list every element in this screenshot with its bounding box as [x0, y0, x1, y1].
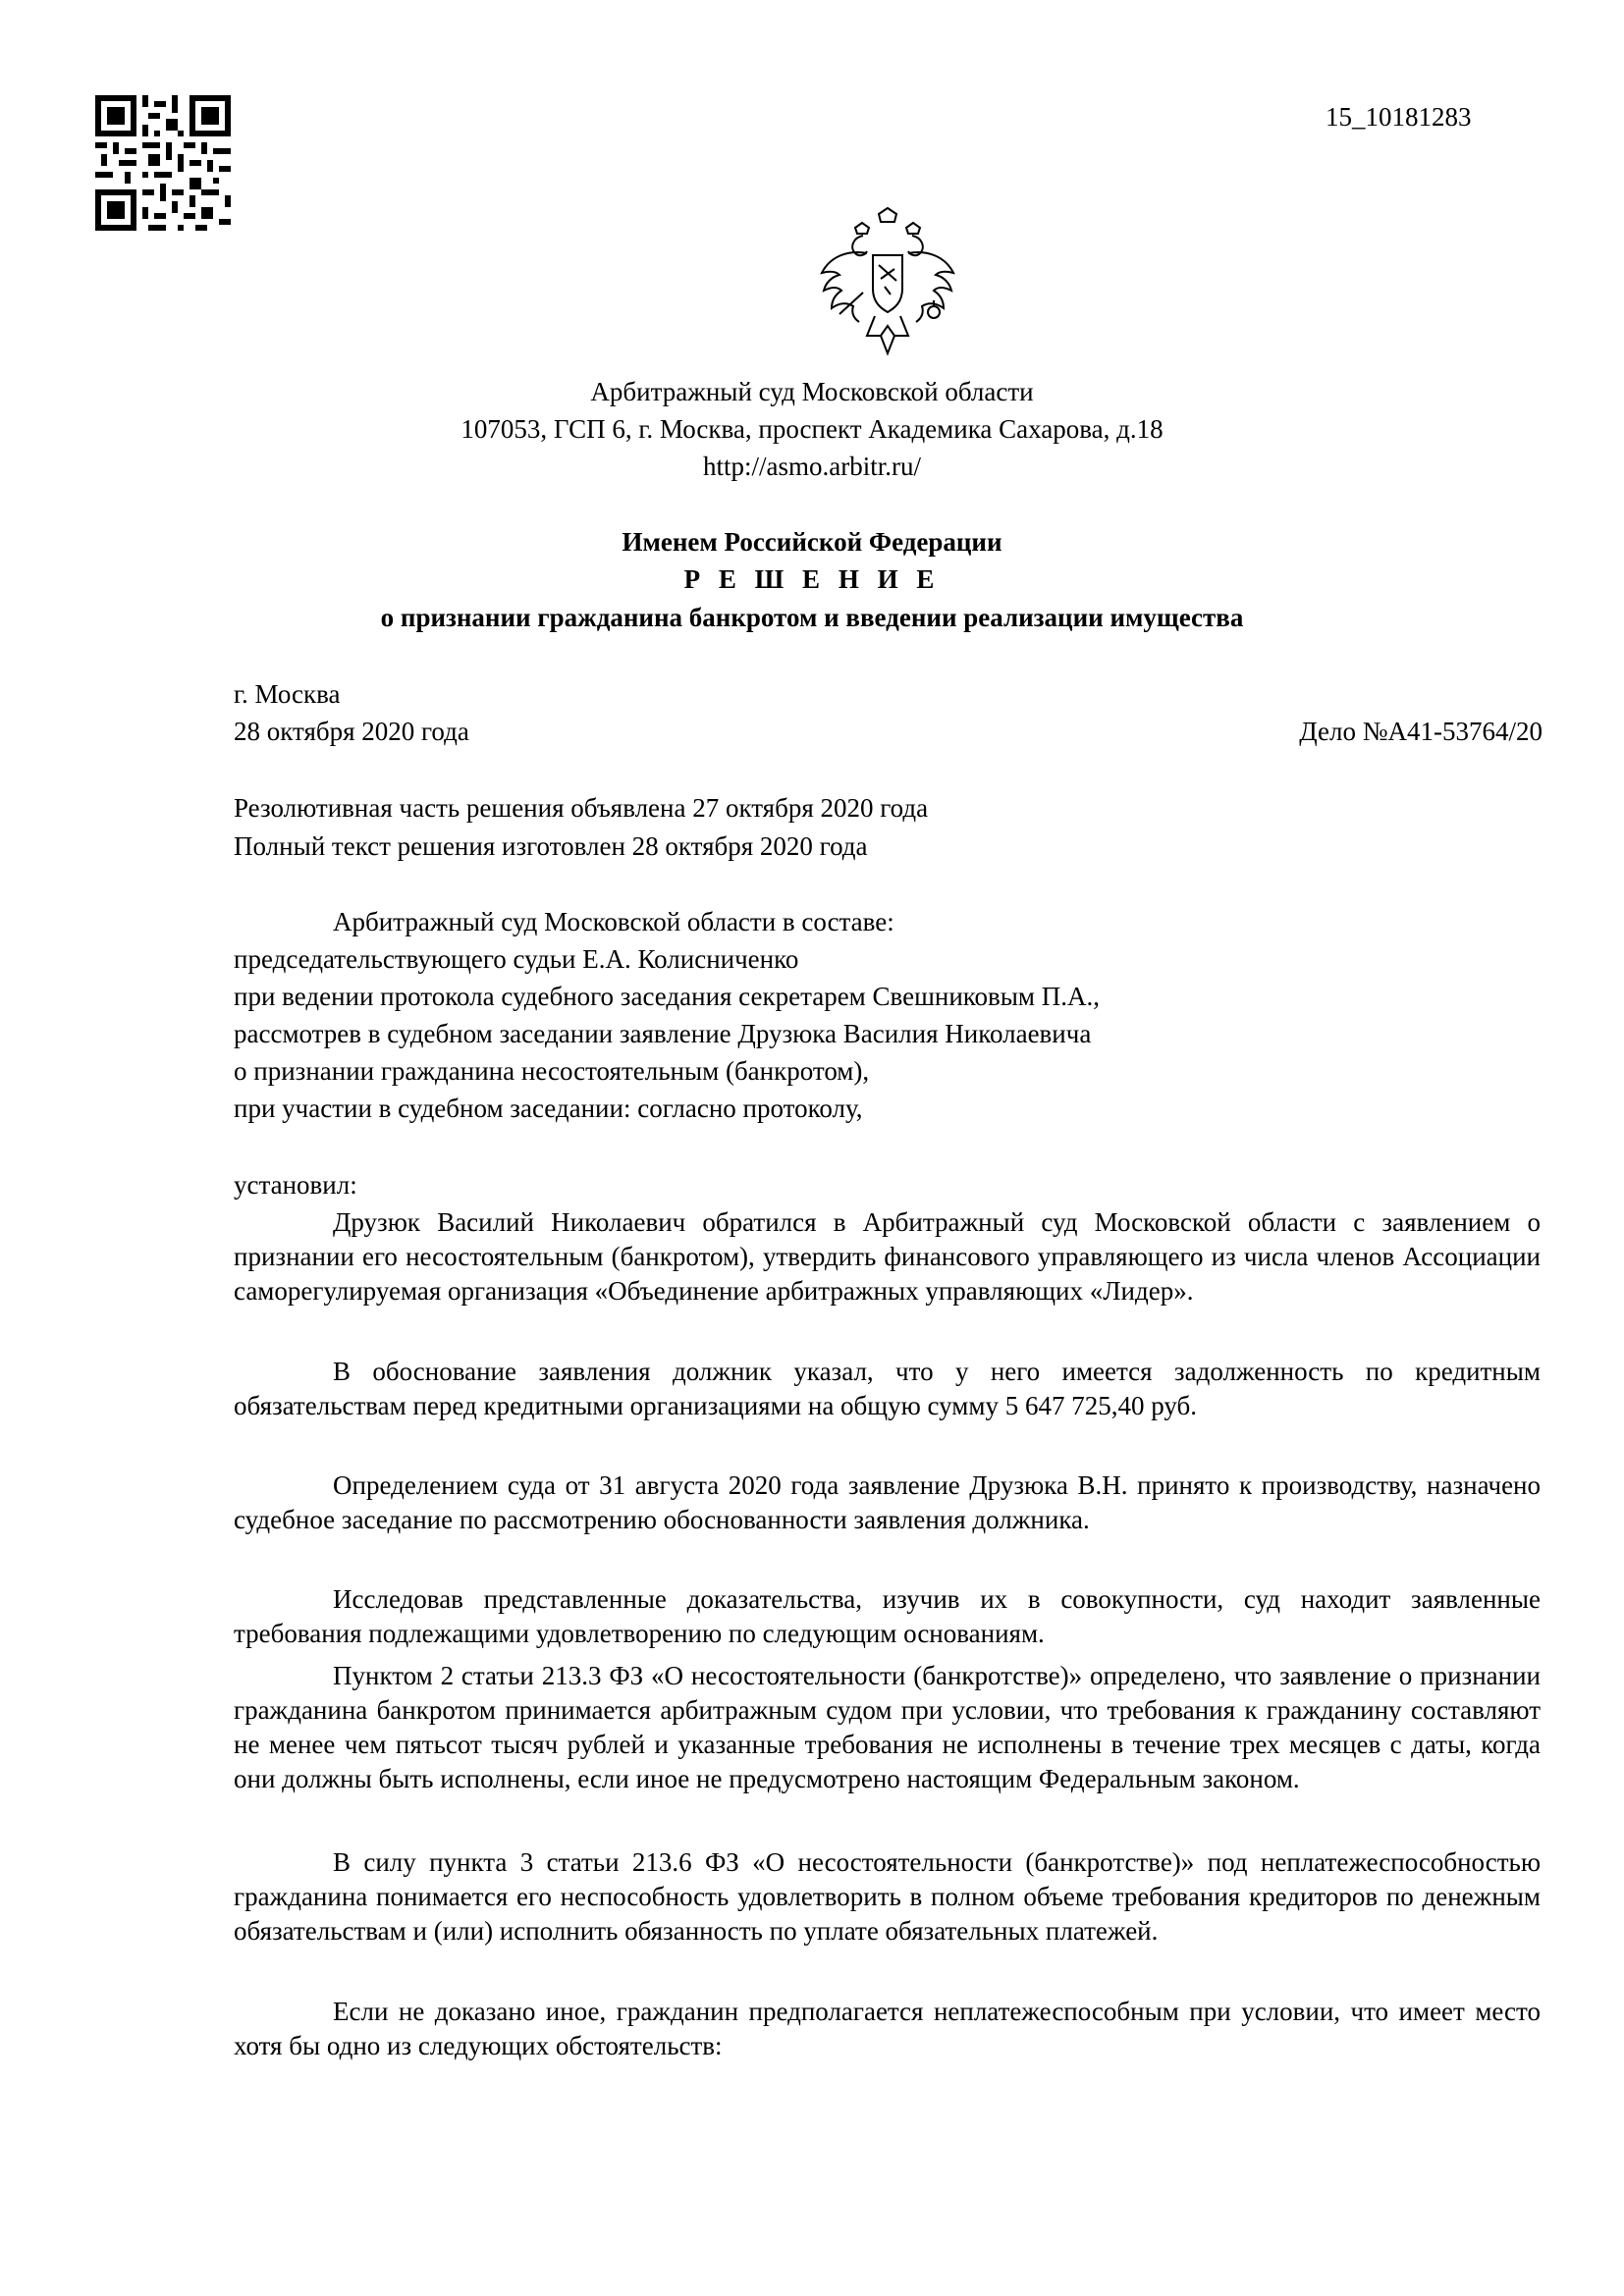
court-address: 107053, ГСП 6, г. Москва, проспект Академика Сахарова, д.18: [460, 414, 1164, 444]
composition-line-3: при ведении протокола судебного заседания секретарем Свешниковым П.А.,: [234, 982, 1101, 1011]
heading-decision: Р Е Ш Е Н И Е: [683, 564, 941, 594]
heading-subject: о признании гражданина банкротом и введении реализации имущества: [380, 603, 1244, 632]
resolution-announced: Резолютивная часть решения объявлена 27 октября 2020 года: [234, 793, 929, 823]
composition-line-1: Арбитражный суд Московской области в составе:: [333, 907, 894, 936]
court-website: http://asmo.arbitr.ru/: [703, 452, 921, 481]
paragraph-2: В обоснование заявления должник указал, что у него имеется задолженность по кредитным обязательствам перед кредитными организациями на общую сумму 5 647 725,40 руб.: [234, 1357, 1541, 1420]
paragraph-1: Друзюк Василий Николаевич обратился в Арбитражный суд Московской области с заявлением о признании его несостоятельным (банкротом), утвердить финансового управляющего из числа членов Ассоциации саморегулируемая организация «Объединение арбитражных управляющих «Лидер».: [234, 1207, 1541, 1306]
paragraph-4: Исследовав представленные доказательства, изучив их в совокупности, суд находит заявленные требования подлежащими удовлетворению по следующим основаниям.: [234, 1584, 1541, 1648]
composition-line-5: о признании гражданина несостоятельным (банкротом),: [234, 1056, 870, 1086]
full-text-prepared: Полный текст решения изготовлен 28 октября 2020 года: [234, 831, 868, 861]
composition-line-6: при участии в судебном заседании: согласно протоколу,: [234, 1094, 863, 1123]
case-number: Дело №А41-53764/20: [1299, 717, 1543, 746]
coat-of-arms-icon: [818, 206, 957, 358]
composition-line-2: председательствующего судьи Е.А. Колисниченко: [234, 944, 799, 974]
qr-code-icon: [95, 95, 231, 231]
paragraph-7: Если не доказано иное, гражданин предполагается неплатежеспособным при условии, что имеет место хотя бы одно из следующих обстоятельств:: [234, 1997, 1541, 2060]
place: г. Москва: [234, 679, 341, 709]
court-name: Арбитражный суд Московской области: [590, 377, 1034, 406]
paragraph-3: Определением суда от 31 августа 2020 года заявление Друзюка В.Н. принято к производству, назначено судебное заседание по рассмотрению обоснованности заявления должника.: [234, 1470, 1541, 1534]
established-label: установил:: [234, 1170, 357, 1200]
decision-date: 28 октября 2020 года: [234, 717, 469, 746]
heading-federation: Именем Российской Федерации: [622, 527, 1002, 557]
paragraph-5: Пунктом 2 статьи 213.3 ФЗ «О несостоятельности (банкротстве)» определено, что заявление о признании гражданина банкротом принимается арбитражным судом при условии, что требования к гражданину составляют не менее чем пятьсот тысяч рублей и указанные требования не исполнены в течение трех месяцев с даты, когда они должны быть исполнены, если иное не предусмотрено настоящим Федеральным законом.: [234, 1661, 1541, 1793]
composition-line-4: рассмотрев в судебном заседании заявление Друзюка Василия Николаевича: [234, 1019, 1092, 1048]
document-id: 15_10181283: [1326, 102, 1472, 132]
paragraph-6: В силу пункта 3 статьи 213.6 ФЗ «О несостоятельности (банкротстве)» под неплатежеспособностью гражданина понимается его неспособность удовлетворить в полном объеме требования кредиторов по денежным обязательствам и (или) исполнить обязанность по уплате обязательных платежей.: [234, 1847, 1541, 1946]
